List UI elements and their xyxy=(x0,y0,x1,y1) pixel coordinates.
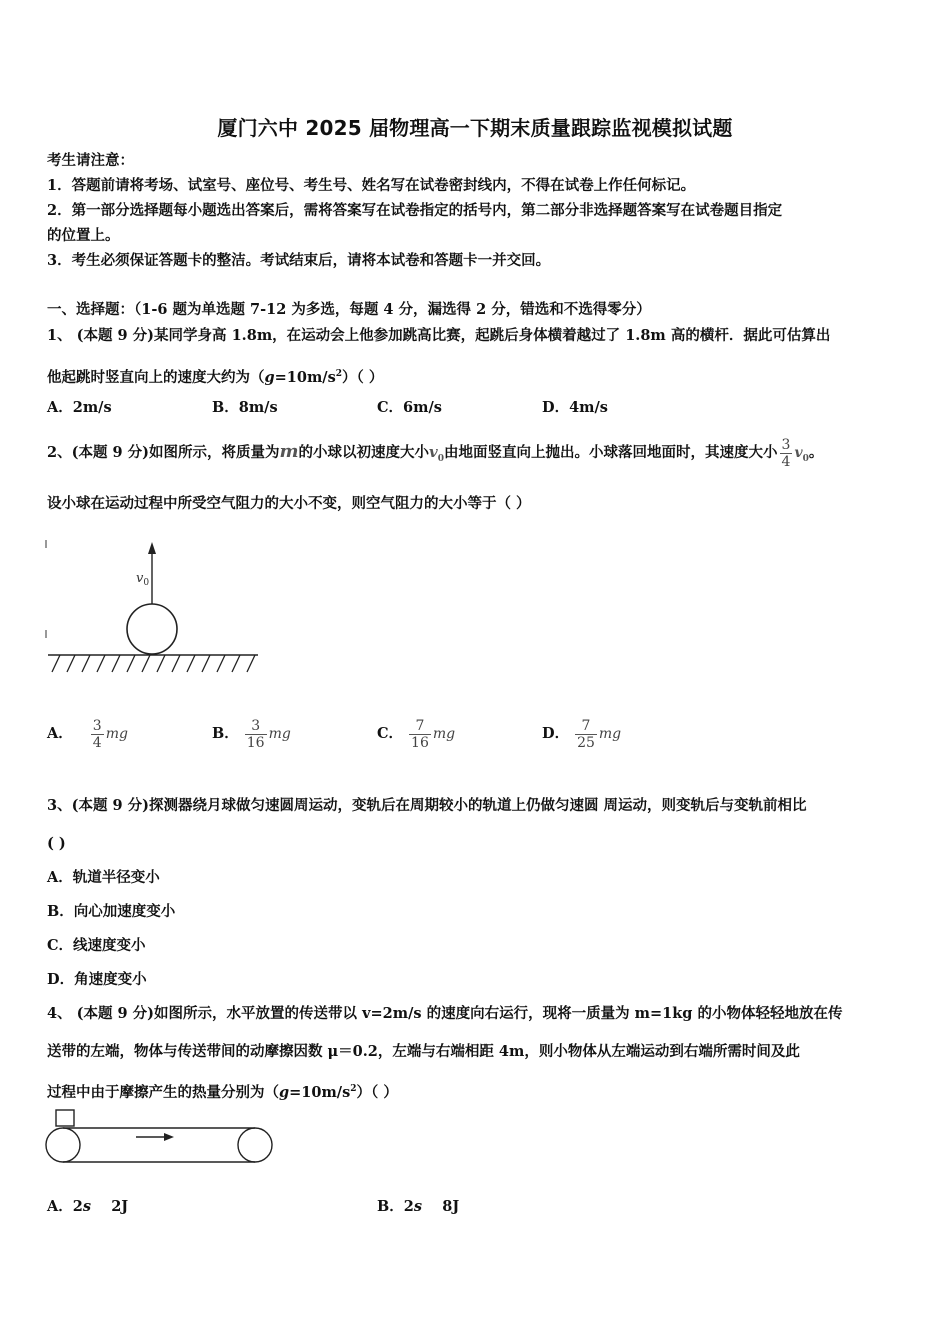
q4-option-b[interactable]: B．2s 8J xyxy=(377,1198,460,1215)
notice-heading: 考生请注意： xyxy=(47,152,134,169)
conveyor-figure xyxy=(42,1106,278,1168)
q2-option-c[interactable]: C． $\frac{7}{16}$ mg xyxy=(377,717,456,751)
ground-hatching xyxy=(52,655,255,672)
q4-option-a[interactable]: A．2s 2J xyxy=(47,1198,129,1215)
q4-stem: 4、 (本题 9 分)如图所示，水平放置的传送带以 v=2m/s 的速度向右运行，现将一质量为 m=1kg 的小物体轻轻地放在传 xyxy=(47,1005,843,1022)
q1-stem-2: 他起跳时竖直向上的速度大约为$(g=10m/s^2)$（ ） xyxy=(47,368,384,386)
velocity-label: $v_0$ xyxy=(136,571,150,588)
q2-option-a[interactable]: A． $\frac{3}{4}$ mg xyxy=(47,717,128,751)
q3-option-d[interactable]: D．角速度变小 xyxy=(47,971,147,988)
q3-stem-2: ( ) xyxy=(47,835,66,852)
q1-option-c[interactable]: C．6m/s xyxy=(377,399,442,416)
notice-item: 的位置上。 xyxy=(47,227,120,244)
notice-item: 1．答题前请将考场、试室号、座位号、考生号、姓名写在试卷密封线内，不得在试卷上作任何标记。 xyxy=(47,177,696,194)
q3-stem: 3、(本题 9 分)探测器绕月球做匀速圆周运动，变轨后在周期较小的轨道上仍做匀速圆 周运动，则变轨后与变轨前相比 xyxy=(47,797,807,814)
notice-item: 3．考生必须保证答题卡的整洁。考试结束后，请将本试卷和答题卡一并交回。 xyxy=(47,252,551,269)
notice-item: 2．第一部分选择题每小题选出答案后，需将答案写在试卷指定的括号内，第二部分非选择题答案写在试卷题目指定 xyxy=(47,202,783,219)
q2-option-b[interactable]: B． $\frac{3}{16}$ mg xyxy=(212,717,291,751)
arrow-head-icon xyxy=(148,542,156,554)
q1-option-d[interactable]: D．4m/s xyxy=(542,399,608,416)
ball xyxy=(127,604,177,654)
q2-option-d[interactable]: D． $\frac{7}{25}$ mg xyxy=(542,717,622,751)
q4-stem-3: 过程中由于摩擦产生的热量分别为$(g=10m/s^2)$（ ） xyxy=(47,1083,398,1101)
q2-stem: 2、(本题 9 分)如图所示，将质量为m的小球以初速度大小$v_0$由地面竖直向上抛出。小球落回地面时，其速度大小 $\frac{3}{4}$ $v_0$。 xyxy=(47,436,824,470)
section-heading: 一、选择题：（1-6 题为单选题 7-12 为多选，每题 4 分，漏选得 2 分，错选和不选得零分） xyxy=(47,301,651,318)
block xyxy=(56,1110,74,1126)
arrow-head-icon xyxy=(164,1133,174,1141)
q1-option-a[interactable]: A．2m/s xyxy=(47,399,112,416)
left-roller xyxy=(46,1128,80,1162)
q4-stem-2: 送带的左端，物体与传送带间的动摩擦因数 μ＝0.2，左端与右端相距 4m，则小物体从左端运动到右端所需时间及此 xyxy=(47,1043,800,1060)
q1-stem: 1、 (本题 9 分)某同学身高 1.8m，在运动会上他参加跳高比赛，起跳后身体横着越过了 1.8m 高的横杆．据此可估算出 xyxy=(47,327,831,344)
q2-stem-2: 设小球在运动过程中所受空气阻力的大小不变，则空气阻力的大小等于（ ） xyxy=(47,495,531,512)
q1-option-b[interactable]: B．8m/s xyxy=(212,399,278,416)
right-roller xyxy=(238,1128,272,1162)
q3-option-b[interactable]: B．向心加速度变小 xyxy=(47,903,176,920)
page-title: 厦门六中 2025 届物理高一下期末质量跟踪监视模拟试题 xyxy=(217,116,733,140)
q3-option-a[interactable]: A．轨道半径变小 xyxy=(47,869,160,886)
ball-figure xyxy=(44,532,264,682)
q3-option-c[interactable]: C．线速度变小 xyxy=(47,937,146,954)
